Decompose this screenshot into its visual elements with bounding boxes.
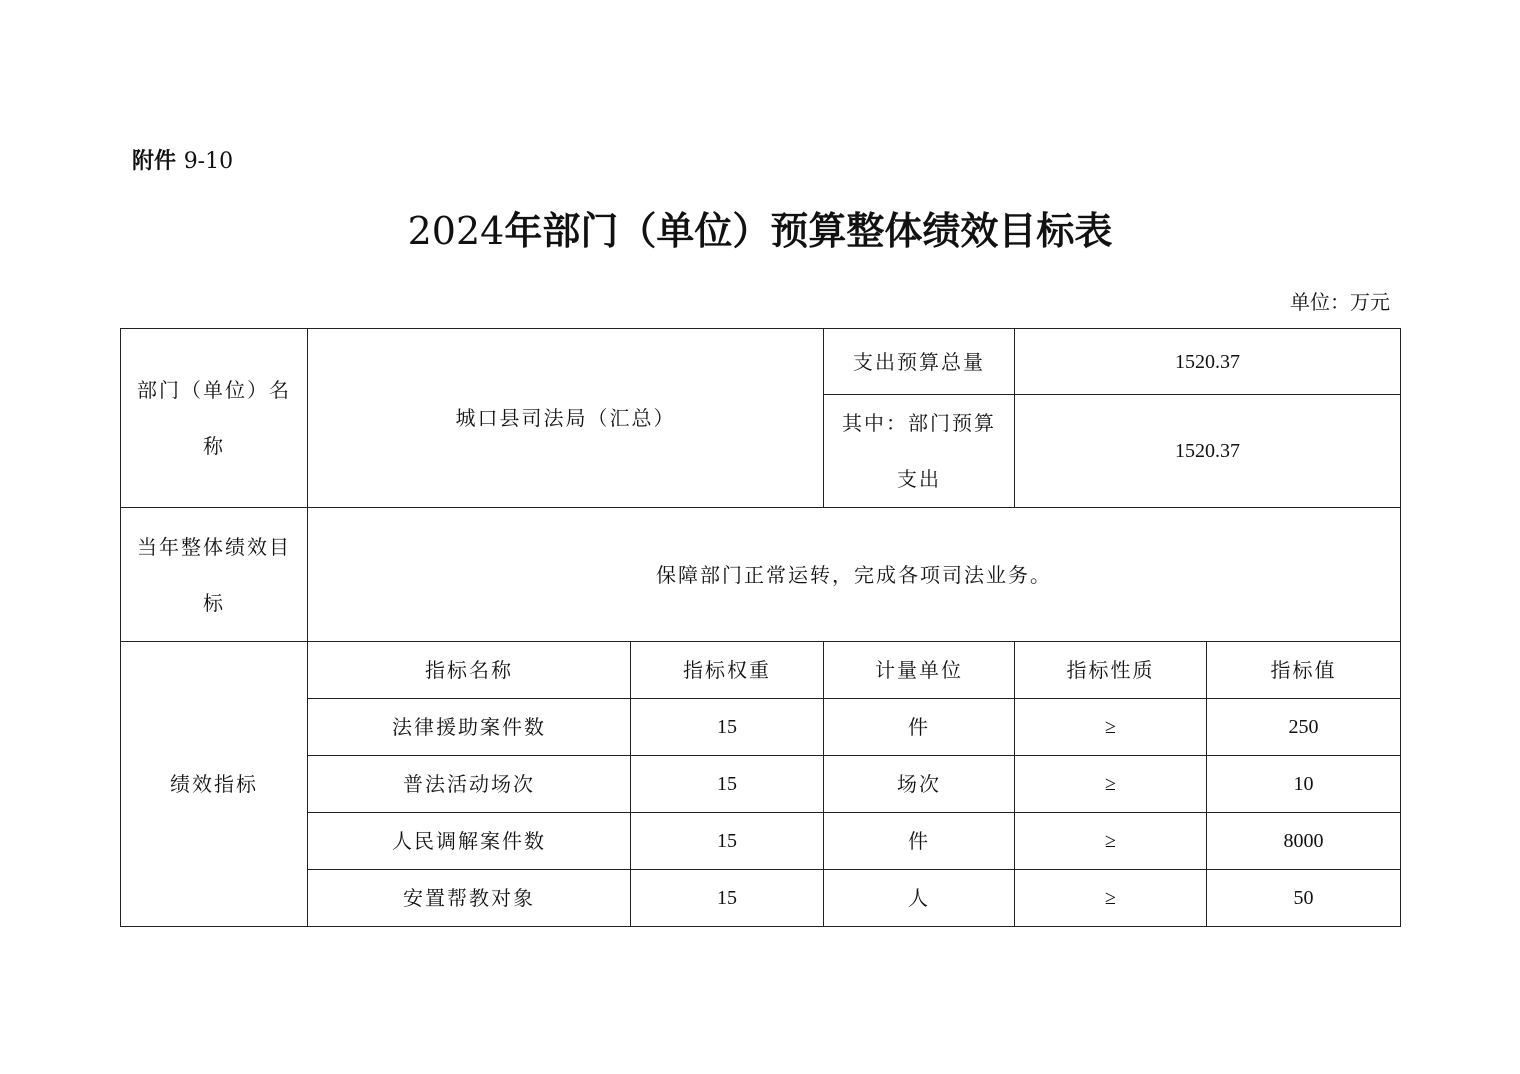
dept-name-value: 城口县司法局（汇总）: [308, 329, 824, 508]
header-unit: 计量单位: [824, 642, 1015, 699]
indicator-unit: 件: [824, 813, 1015, 870]
header-value: 指标值: [1207, 642, 1401, 699]
indicator-nature: ≥: [1015, 813, 1207, 870]
indicator-name: 普法活动场次: [308, 756, 631, 813]
unit-label: 单位：万元: [1290, 290, 1390, 314]
title-year: 2024: [407, 209, 505, 253]
header-indicator-name: 指标名称: [308, 642, 631, 699]
indicator-weight: 15: [631, 870, 824, 927]
indicator-weight: 15: [631, 813, 824, 870]
total-budget-value: 1520.37: [1015, 329, 1401, 395]
title-text: 年部门（单位）预算整体绩效目标表: [504, 208, 1113, 253]
attachment-label: [132, 144, 233, 175]
indicator-weight: 15: [631, 756, 824, 813]
indicators-label: 绩效指标: [121, 642, 308, 927]
indicator-name: 安置帮教对象: [308, 870, 631, 927]
indicator-unit: 人: [824, 870, 1015, 927]
goal-label: 当年整体绩效目标: [121, 508, 308, 642]
indicator-unit: 场次: [824, 756, 1015, 813]
header-weight: 指标权重: [631, 642, 824, 699]
attachment-word: 附件: [132, 148, 177, 174]
table-row: [121, 699, 1401, 756]
attachment-number: 9-10: [183, 149, 234, 174]
table-row: [121, 870, 1401, 927]
total-budget-label: 支出预算总量: [824, 329, 1015, 395]
indicator-nature: ≥: [1015, 870, 1207, 927]
indicator-value: 8000: [1207, 813, 1401, 870]
indicator-value: 10: [1207, 756, 1401, 813]
indicator-nature: ≥: [1015, 699, 1207, 756]
indicator-name: 法律援助案件数: [308, 699, 631, 756]
table-row: [121, 813, 1401, 870]
header-nature: 指标性质: [1015, 642, 1207, 699]
table-row: [121, 756, 1401, 813]
indicator-value: 250: [1207, 699, 1401, 756]
dept-name-label: 部门（单位）名称: [121, 329, 308, 508]
indicator-value: 50: [1207, 870, 1401, 927]
page-title: [0, 200, 1520, 255]
performance-table: [120, 328, 1401, 927]
indicator-nature: ≥: [1015, 756, 1207, 813]
indicator-unit: 件: [824, 699, 1015, 756]
indicator-name: 人民调解案件数: [308, 813, 631, 870]
indicator-weight: 15: [631, 699, 824, 756]
goal-value: 保障部门正常运转，完成各项司法业务。: [308, 508, 1401, 642]
dept-budget-label: 其中：部门预算支出: [824, 395, 1015, 508]
dept-budget-value: 1520.37: [1015, 395, 1401, 508]
